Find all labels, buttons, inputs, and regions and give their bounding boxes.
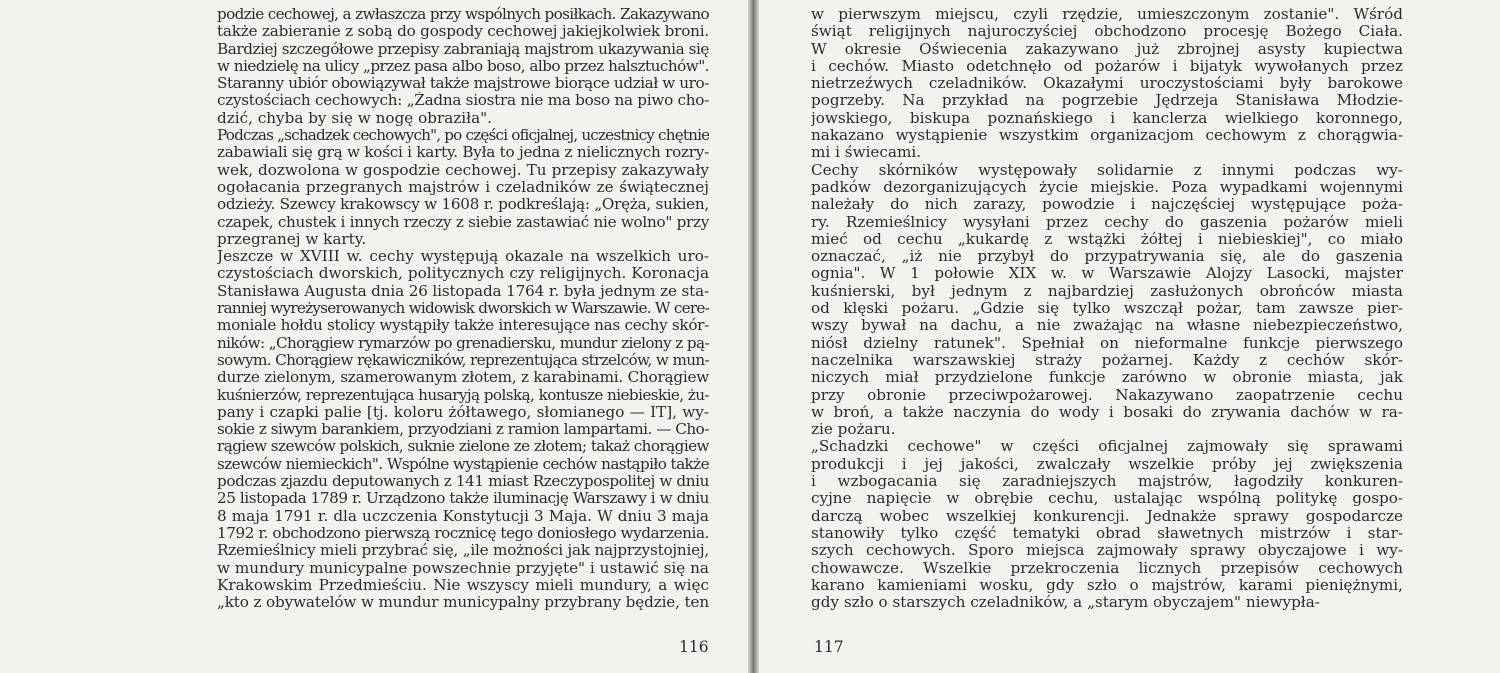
text-line: ognia". W 1 połowie XIX w. w Warszawie Alojzy Lasocki, majster (811, 265, 1403, 283)
right-page (759, 0, 1500, 673)
text-line: wszy bywał na dachu, a nie zważając na własne niebezpieczeństwo, (811, 317, 1403, 335)
text-line: durze zielonym, szamerowanym złotem, z karabinami. Chorągiew (217, 369, 709, 387)
text-line: pogrzeby. Na przykład na pogrzebie Jędrzeja Stanisława Młodzie- (811, 92, 1403, 110)
text-line: kuśnierzów, reprezentująca husaryją polską, kontusze niebieskie, żu- (217, 386, 709, 404)
text-line: naczelnika warszawskiej straży pożarnej. Każdy z cechów skór- (811, 351, 1403, 369)
text-line: należały do nich zarazy, powodzie i najczęściej występujące poża- (811, 196, 1403, 214)
right-page-text (811, 6, 1403, 611)
text-line: odzieży. Szewcy krakowscy w 1608 r. podkreślają: „Oręża, sukien, (217, 196, 709, 214)
left-page-number: 116 (679, 638, 709, 656)
text-line: niósł dzielny ratunek". Spełniał on nieformalne funkcje pierwszego (811, 334, 1403, 352)
text-line: W okresie Oświecenia zakazywano już zbrojnej asysty kupiectwa (811, 40, 1403, 58)
text-line: Jeszcze w XVIII w. cechy występują okazale na wszelkich uro- (217, 248, 709, 266)
text-line: dzić, chyba by się w nogę obraziła". (217, 109, 492, 127)
text-line: oznaczać, „iż nie przybył do przypatrywania się, ale do gaszenia (811, 248, 1403, 266)
text-line: świąt religijnych najuroczyściej obchodzono procesję Bożego Ciała. (811, 23, 1403, 41)
text-line: niczych miał przydzielone funkcje zarówno w obronie miasta, jak (811, 369, 1403, 387)
text-line: i cechów. Miasto odetchnęło od pożarów i bijatyk wywołanych przez (811, 57, 1403, 75)
text-line: czystościach cechowych: „Żadna siostra nie ma boso na piwo cho- (217, 92, 709, 110)
text-line: nakazano wystąpienie wszystkim organizacjom cechowym z chorągwia- (811, 127, 1403, 145)
text-line: czystościach dworskich, politycznych czy religijnych. Koronacja (217, 265, 709, 283)
text-line: jowskiego, biskupa poznańskiego i kanclerza wielkiego koronnego, (811, 109, 1403, 127)
text-line: padków dezorganizujących życie miejskie. Poza wypadkami wojennymi (811, 178, 1403, 196)
text-line: „kto z obywatelów w mundur municypalny przybrany będzie, ten (217, 594, 709, 612)
text-line: produkcji i jej jakości, zwalczały wszelkie próby jej zwiększenia (811, 455, 1403, 473)
text-line: karano kamieniami wosku, gdy szło o majstrów, karami pieniężnymi, (811, 576, 1403, 594)
text-line: wek, dozwolona w gospodzie cechowej. Tu przepisy zakazywały (217, 161, 709, 179)
text-line: czapek, chustek i innych rzeczy z siebie zastawiać nie wolno" przy (217, 213, 709, 231)
text-line: gdy szło o starszych czeladników, a „starym obyczajem" niewypła- (811, 594, 1320, 612)
text-line: Podczas „schadzek cechowych", po części oficjalnej, uczestnicy chętnie (217, 127, 709, 145)
text-line: przegranej w karty. (217, 230, 367, 248)
text-line: sokie z siwym barankiem, przyodziani z ramion lampartami. — Cho- (217, 421, 709, 439)
text-line: ry. Rzemieślnicy wysyłani przez cechy do gaszenia pożarów mieli (811, 213, 1403, 231)
text-line: Staranny ubiór obowiązywał także majstrowe biorące udział w uro- (217, 75, 709, 93)
text-line: Rzemieślnicy mieli przybrać się, „ile możności jak najprzystojniej, (217, 542, 709, 560)
text-line: mieć od cechu „kukardę z wstążki żółtej i niebieskiej", co miało (811, 230, 1403, 248)
text-line: zie pożaru. (811, 421, 896, 439)
text-line: zabawiali się grą w kości i karty. Była to jedna z nielicznych rozry- (217, 144, 709, 162)
text-line: w broń, a także naczynia do wody i bosaki do zrywania dachów w ra- (811, 403, 1403, 421)
text-line: od klęski pożaru. „Gdzie się tylko wszczął pożar, tam zawsze pier- (811, 300, 1403, 318)
text-line: także zabieranie z sobą do gospody cechowej jakiejkolwiek broni. (217, 23, 709, 41)
text-line: darczą wobec wszelkiej konkurencji. Jednakże sprawy gospodarcze (811, 507, 1403, 525)
text-line: podczas zjazdu deputowanych z 141 miast Rzeczypospolitej w dniu (217, 473, 709, 491)
text-line: w niedzielę na ulicy „przez pasa albo boso, albo przez halsztuchów". (217, 57, 709, 75)
text-line: szych cechowych. Sporo miejsca zajmowały sprawy obyczajowe i wy- (811, 542, 1403, 560)
text-line: Stanisława Augusta dnia 26 listopada 1764 r. była jednym ze sta- (217, 282, 709, 300)
text-line: szewców niemieckich". Wspólne wystąpienie cechów nastąpiło także (217, 455, 709, 473)
text-line: 8 maja 1791 r. dla uczczenia Konstytucji 3 Maja. W dniu 3 maja (217, 507, 709, 525)
text-line: mi i świecami. (811, 144, 922, 162)
text-line: w mundury municypalne powszechnie przyjęte" i ustawić się na (217, 559, 709, 577)
text-line: 1792 r. obchodzono pierwszą rocznicę tego doniosłego wydarzenia. (217, 524, 709, 542)
text-line: przy obronie przeciwpożarowej. Nakazywano zaopatrzenie cechu (811, 386, 1403, 404)
text-line: w pierwszym miejscu, czyli rzędzie, umieszczonym zostanie". Wśród (811, 6, 1403, 23)
right-page-number: 117 (814, 638, 844, 656)
text-line: pany i czapki palie [tj. koloru żółtawego, słomianego — IT], wy- (217, 403, 709, 421)
text-line: ogołacania przegranych majstrów i czeladników ze świątecznej (217, 178, 709, 196)
text-line: rągiew szewców polskich, suknie zielone ze złotem; takaż chorągiew (217, 438, 709, 456)
book-gutter (748, 0, 759, 673)
text-line: 25 listopada 1789 r. Urządzono także iluminację Warszawy i w dniu (217, 490, 709, 508)
text-line: Cechy skórników występowały solidarnie z innymi podczas wy- (811, 161, 1403, 179)
text-line: stanowiły tylko część tematyki obrad sławetnych mistrzów i star- (811, 524, 1403, 542)
text-line: ranniej wyreżyserowanych widowisk dworskich w Warszawie. W cere- (217, 300, 709, 318)
text-line: kuśnierski, był jednym z najbardziej zasłużonych obrońców miasta (811, 282, 1403, 300)
text-line: nietrzeźwych czeladników. Okazałymi uroczystościami były barokowe (811, 75, 1403, 93)
left-page-text (217, 6, 709, 611)
text-line: Krakowskim Przedmieściu. Nie wszyscy mieli mundury, a więc (217, 576, 709, 594)
left-page (0, 0, 748, 673)
text-line: Bardziej szczegółowe przepisy zabraniają majstrom ukazywania się (217, 40, 709, 58)
text-line: chowawcze. Wszelkie przekroczenia licznych przepisów cechowych (811, 559, 1403, 577)
text-line: podzie cechowej, a zwłaszcza przy wspólnych posiłkach. Zakazywano (217, 6, 709, 23)
text-line: „Schadzki cechowe" w części oficjalnej zajmowały się sprawami (811, 438, 1403, 456)
text-line: sowym. Chorągiew rękawiczników, reprezentująca strzelców, w mun- (217, 351, 709, 369)
text-line: moniale hołdu stolicy wystąpiły także interesujące nas cechy skór- (217, 317, 709, 335)
text-line: ników: „Chorągiew rymarzów po grenadiersku, mundur zielony z pą- (217, 334, 709, 352)
text-line: i wzbogacania się zaradniejszych majstrów, łagodziły konkuren- (811, 473, 1403, 491)
text-line: cyjne napięcie w obrębie cechu, ustalając wspólną politykę gospo- (811, 490, 1403, 508)
